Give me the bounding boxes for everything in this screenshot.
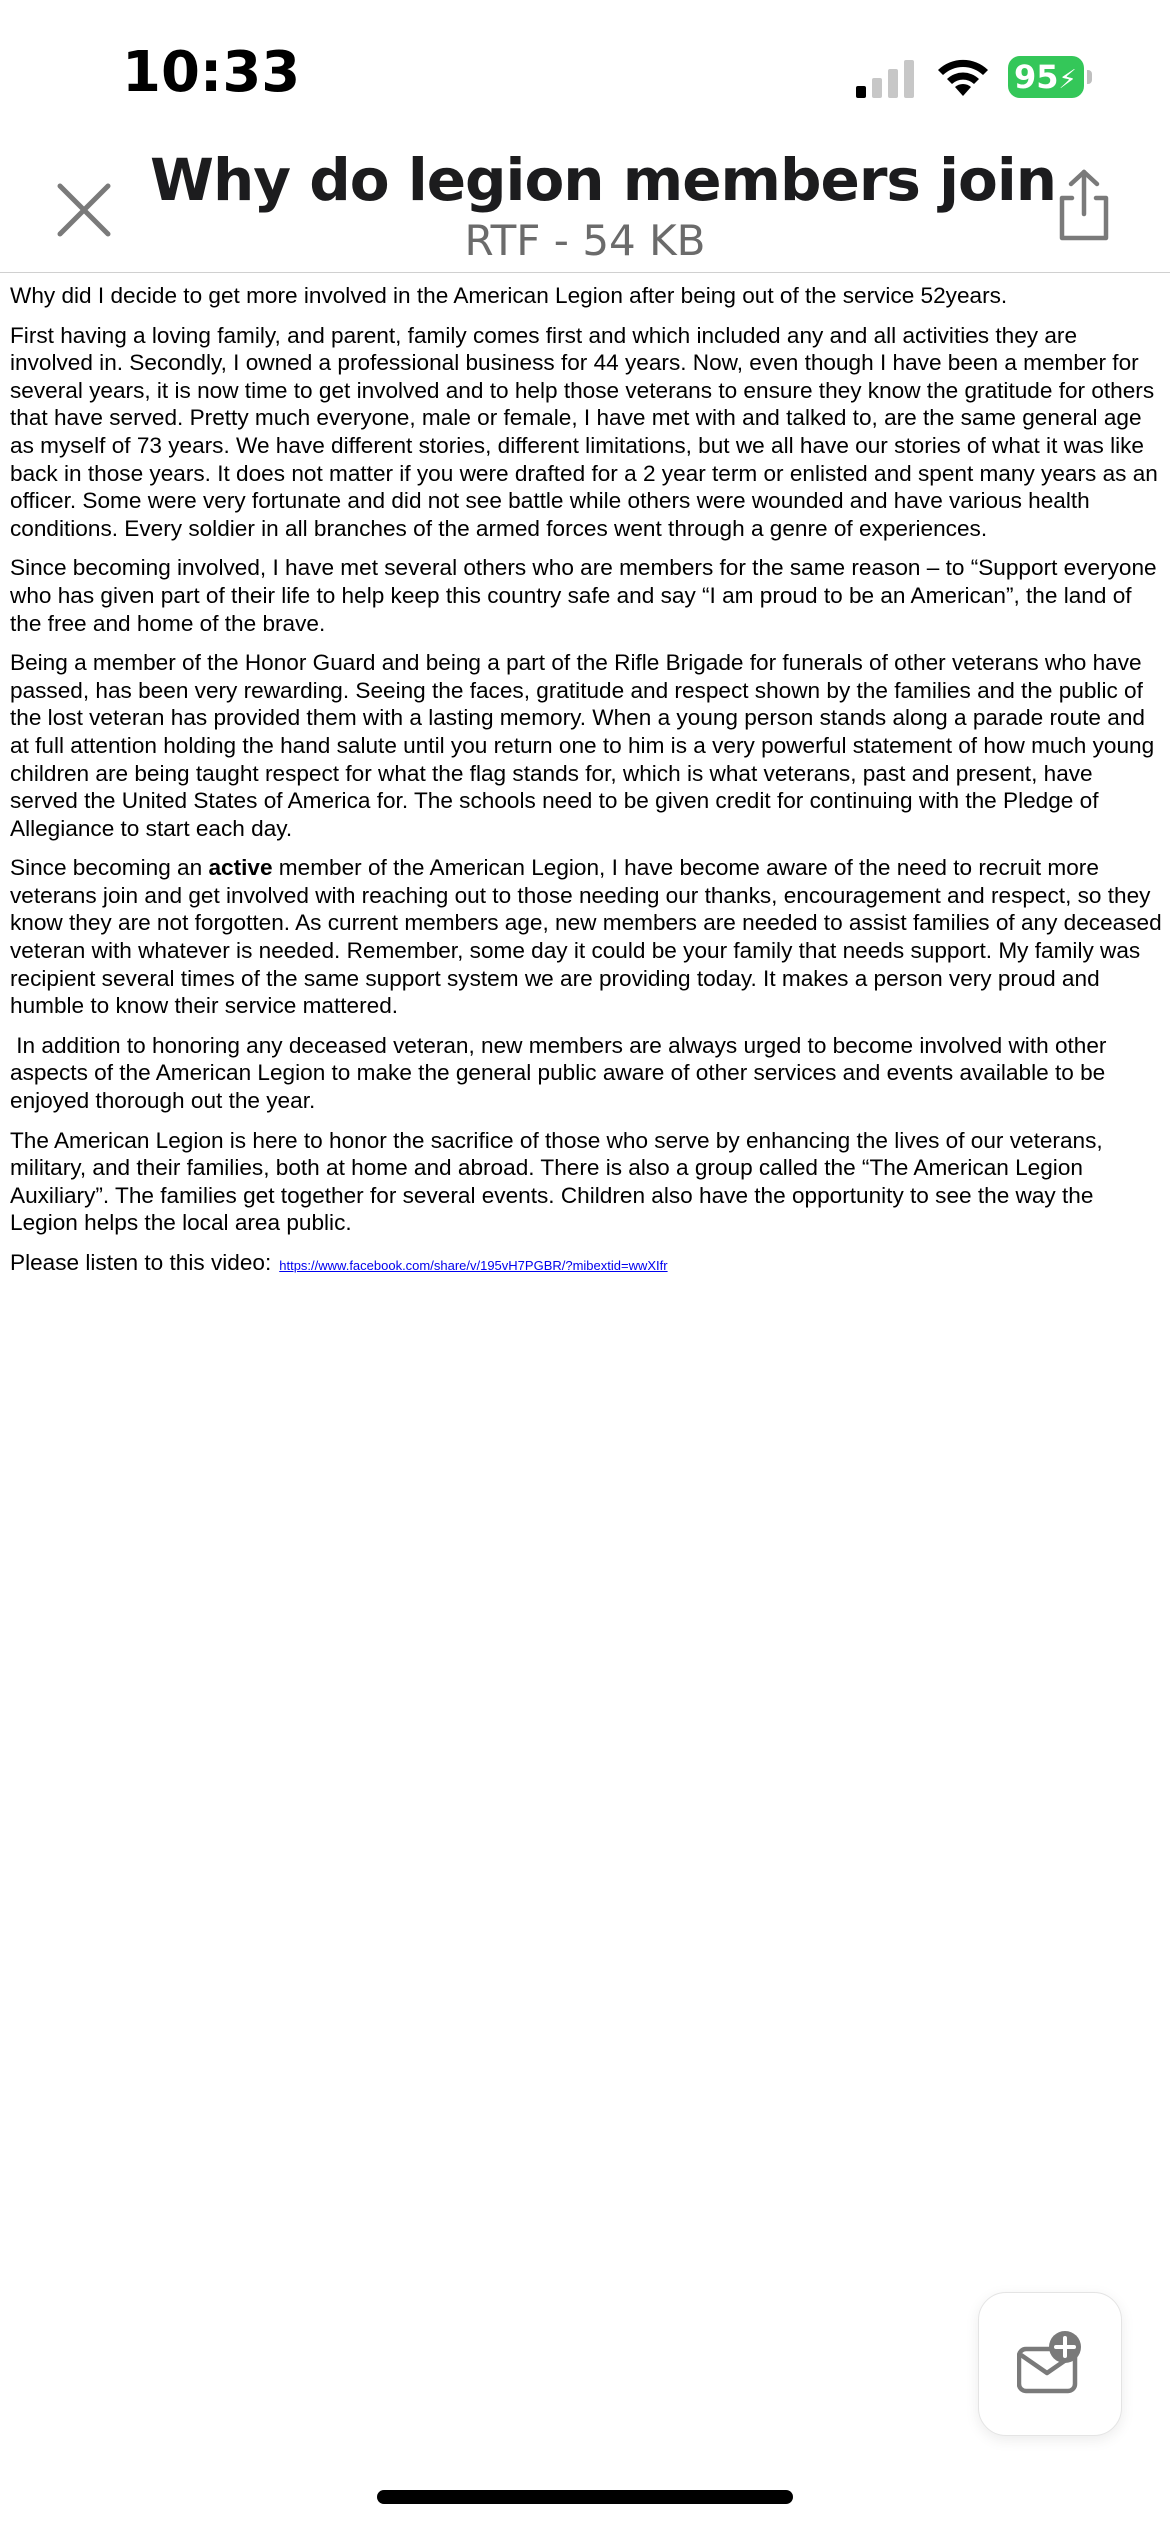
paragraph-2: First having a loving family, and parent, family comes first and which included any and all activities they are involved in. Secondly, I owned a professional business for 44 years. Now, even though I have been a member for several years, it is now time to get involved and to help those veterans to ensure they know the gratitude for others that have served. Pretty much everyone, male or female, I have met with and talked to, are the same general age as myself of 73 years. We have different stories, different limitations, but we all have our stories of what it was like back in those years. It does not matter if you were drafted for a 2 year term or enlisted and spent many years as an officer. Some were very fortunate and did not see battle while others were wounded and have various health conditions. Every soldier in all branches of the armed forces went through a genre of experiences. — [10, 322, 1158, 541]
battery-level: 95 — [1014, 58, 1059, 96]
paragraph-5-start: Since becoming an — [10, 855, 209, 881]
document-subtitle: RTF - 54 KB — [464, 216, 706, 265]
status-time: 10:33 — [122, 40, 301, 105]
status-bar — [0, 0, 1170, 140]
paragraph-7: The American Legion is here to honor the sacrifice of those who serve by enhancing the lives of our veterans, military, and their families, both at home and abroad. There is also a group called the “The American Legion Auxiliary”. The families get together for several events. Children also have the opportunity to see the way the Legion helps the local area public. — [10, 1127, 1103, 1236]
mail-add-icon — [1017, 2331, 1083, 2395]
paragraph-5-bold: active — [208, 855, 273, 881]
signal-icon — [856, 58, 916, 98]
document-title: Why do legion members join — [150, 146, 1057, 214]
paragraph-6: In addition to honoring any deceased veteran, new members are always urged to become involved with other aspects of the American Legion to make the general public aware of other services and events available to be enjoyed thorough out the year. — [10, 1032, 1113, 1114]
document-content — [10, 282, 1162, 1292]
paragraph-8 — [10, 1249, 1162, 1280]
home-indicator[interactable] — [377, 2490, 793, 2504]
video-link[interactable]: https://www.facebook.com/share/v/195vH7PGBR/?mibextid=wwXIfr — [279, 1258, 668, 1273]
paragraph-4: Being a member of the Honor Guard and being a part of the Rifle Brigade for funerals of other veterans who have passed, has been very rewarding. Seeing the faces, gratitude and respect shown by the families and the public of the lost veteran has provided them with a lasting memory. When a young person stands along a parade route and at full attention holding the hand salute until you return one to him is a very powerful statement of how much young children are being taught respect for what the flag stands for, which is what veterans, past and present, have served the United States of America for. The schools need to be given credit for continuing with the Pledge of Allegiance to start each day. — [10, 650, 1155, 841]
wifi-icon — [934, 56, 992, 98]
add-to-mail-button[interactable] — [978, 2292, 1122, 2436]
paragraph-3: Since becoming involved, I have met several others who are members for the same reason – to “Support everyone who has given part of their life to help keep this country safe and say “I am proud to be an American”, the land of the free and home of the brave. — [10, 555, 1157, 636]
document-header — [0, 140, 1170, 273]
paragraph-5-end: member of the American Legion, I have become aware of the need to recruit more veterans join and get involved with reaching out to those needing our thanks, encouragement and respect, so they know they are not forgotten. As current members age, new members are needed to assist families of any deceased veteran with whatever is needed. Remember, some day it could be your family that needs support. My family was recipient several times of the same support system we are providing today. It makes a person very proud and humble to know their service mattered. — [10, 855, 1162, 1019]
paragraph-5 — [10, 854, 1162, 1020]
video-label: Please listen to this video: — [10, 1250, 272, 1275]
share-icon[interactable] — [1052, 168, 1116, 242]
battery-charging-icon: 95⚡ — [1008, 56, 1092, 98]
close-icon[interactable] — [52, 178, 116, 242]
paragraph-1: Why did I decide to get more involved in the American Legion after being out of the service 52years. — [10, 283, 1008, 308]
